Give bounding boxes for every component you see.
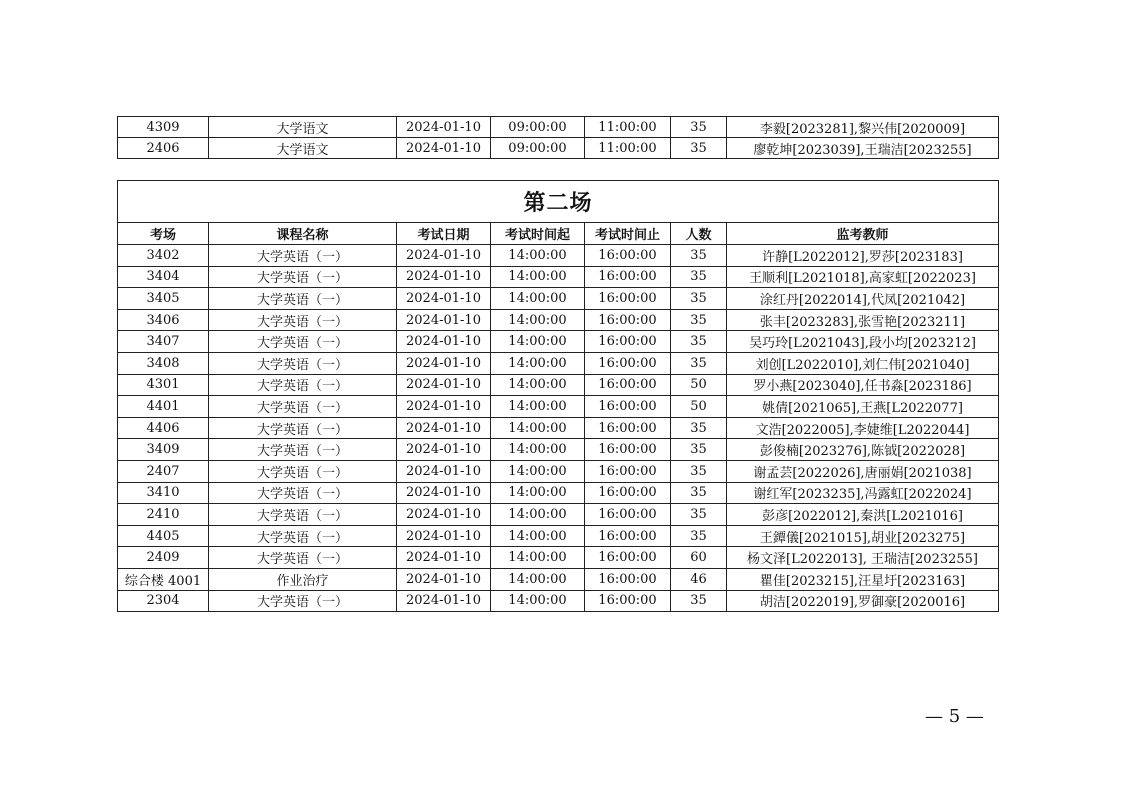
cell-proctors: 杨文泽[L2022013], 王瑞洁[2023255] (727, 547, 999, 569)
cell-course: 大学英语（一） (209, 525, 397, 547)
cell-end-time: 16:00:00 (585, 547, 671, 569)
cell-course: 大学英语（一） (209, 396, 397, 418)
cell-proctors: 彭俊楠[2023276],陈钺[2022028] (727, 439, 999, 461)
cell-course: 大学语文 (209, 138, 397, 159)
table-row (118, 374, 999, 396)
cell-count: 46 (671, 568, 727, 590)
cell-date: 2024-01-10 (397, 460, 491, 482)
table-row (118, 439, 999, 461)
cell-date: 2024-01-10 (397, 117, 491, 138)
cell-course: 大学英语（一） (209, 482, 397, 504)
cell-count: 35 (671, 138, 727, 159)
table-row (118, 266, 999, 288)
cell-date: 2024-01-10 (397, 590, 491, 612)
cell-room: 4405 (118, 525, 209, 547)
cell-date: 2024-01-10 (397, 374, 491, 396)
cell-proctors: 瞿佳[2023215],汪星圩[2023163] (727, 568, 999, 590)
cell-count: 50 (671, 396, 727, 418)
table-row (118, 460, 999, 482)
cell-count: 35 (671, 417, 727, 439)
cell-count: 35 (671, 504, 727, 526)
table-row (118, 117, 999, 138)
cell-start-time: 14:00:00 (491, 374, 585, 396)
cell-start-time: 14:00:00 (491, 439, 585, 461)
table-row (118, 396, 999, 418)
cell-end-time: 16:00:00 (585, 525, 671, 547)
cell-start-time: 14:00:00 (491, 568, 585, 590)
cell-date: 2024-01-10 (397, 396, 491, 418)
table-row (118, 417, 999, 439)
cell-end-time: 16:00:00 (585, 590, 671, 612)
cell-course: 大学语文 (209, 117, 397, 138)
cell-course: 大学英语（一） (209, 309, 397, 331)
cell-end-time: 16:00:00 (585, 417, 671, 439)
cell-date: 2024-01-10 (397, 309, 491, 331)
cell-end-time: 11:00:00 (585, 138, 671, 159)
table-row (118, 482, 999, 504)
cell-count: 35 (671, 288, 727, 310)
cell-room: 综合楼 4001 (118, 568, 209, 590)
table-row (118, 525, 999, 547)
cell-proctors: 王鐔儀[2021015],胡业[2023275] (727, 525, 999, 547)
cell-course: 大学英语（一） (209, 590, 397, 612)
cell-proctors: 李毅[2023281],黎兴伟[2020009] (727, 117, 999, 138)
page-number: — 5 — (925, 706, 984, 727)
cell-proctors: 谢红军[2023235],冯露虹[2022024] (727, 482, 999, 504)
cell-date: 2024-01-10 (397, 138, 491, 159)
cell-count: 35 (671, 266, 727, 288)
cell-start-time: 14:00:00 (491, 309, 585, 331)
cell-proctors: 彭彦[2022012],秦洪[L2021016] (727, 504, 999, 526)
cell-start-time: 14:00:00 (491, 460, 585, 482)
cell-end-time: 16:00:00 (585, 288, 671, 310)
cell-course: 大学英语（一） (209, 245, 397, 267)
cell-end-time: 11:00:00 (585, 117, 671, 138)
exam-schedule-table-continued (117, 116, 999, 159)
cell-count: 35 (671, 525, 727, 547)
cell-end-time: 16:00:00 (585, 460, 671, 482)
cell-start-time: 14:00:00 (491, 504, 585, 526)
cell-start-time: 14:00:00 (491, 547, 585, 569)
table-row (118, 504, 999, 526)
cell-date: 2024-01-10 (397, 504, 491, 526)
cell-room: 3408 (118, 352, 209, 374)
cell-room: 3406 (118, 309, 209, 331)
cell-room: 3402 (118, 245, 209, 267)
header-count: 人数 (671, 223, 727, 245)
cell-end-time: 16:00:00 (585, 331, 671, 353)
cell-end-time: 16:00:00 (585, 439, 671, 461)
cell-room: 3409 (118, 439, 209, 461)
table-row (118, 547, 999, 569)
cell-end-time: 16:00:00 (585, 568, 671, 590)
cell-proctors: 吴巧玲[L2021043],段小均[2023212] (727, 331, 999, 353)
cell-course: 大学英语（一） (209, 439, 397, 461)
header-room: 考场 (118, 223, 209, 245)
cell-date: 2024-01-10 (397, 482, 491, 504)
cell-end-time: 16:00:00 (585, 266, 671, 288)
cell-proctors: 廖乾坤[2023039],王瑞洁[2023255] (727, 138, 999, 159)
cell-room: 3405 (118, 288, 209, 310)
cell-count: 60 (671, 547, 727, 569)
cell-start-time: 14:00:00 (491, 331, 585, 353)
cell-start-time: 14:00:00 (491, 396, 585, 418)
session-title: 第二场 (118, 181, 999, 223)
cell-date: 2024-01-10 (397, 547, 491, 569)
cell-date: 2024-01-10 (397, 417, 491, 439)
cell-end-time: 16:00:00 (585, 245, 671, 267)
cell-course: 大学英语（一） (209, 374, 397, 396)
cell-count: 35 (671, 352, 727, 374)
cell-count: 35 (671, 439, 727, 461)
cell-room: 4309 (118, 117, 209, 138)
cell-start-time: 14:00:00 (491, 245, 585, 267)
cell-proctors: 王顺利[L2021018],高家虹[2022023] (727, 266, 999, 288)
cell-count: 35 (671, 590, 727, 612)
table-row (118, 288, 999, 310)
cell-proctors: 文浩[2022005],李婕维[L2022044] (727, 417, 999, 439)
cell-course: 大学英语（一） (209, 288, 397, 310)
table-row (118, 568, 999, 590)
cell-count: 35 (671, 460, 727, 482)
cell-date: 2024-01-10 (397, 352, 491, 374)
session-title-row (118, 181, 999, 223)
cell-course: 大学英语（一） (209, 352, 397, 374)
cell-count: 35 (671, 117, 727, 138)
table-row (118, 331, 999, 353)
table-row (118, 138, 999, 159)
header-course: 课程名称 (209, 223, 397, 245)
cell-proctors: 张丰[2023283],张雪艳[2023211] (727, 309, 999, 331)
cell-proctors: 谢孟芸[2022026],唐丽娟[2021038] (727, 460, 999, 482)
cell-room: 3410 (118, 482, 209, 504)
cell-course: 作业治疗 (209, 568, 397, 590)
table-row (118, 245, 999, 267)
cell-start-time: 14:00:00 (491, 525, 585, 547)
cell-course: 大学英语（一） (209, 266, 397, 288)
cell-date: 2024-01-10 (397, 439, 491, 461)
cell-room: 2304 (118, 590, 209, 612)
cell-count: 35 (671, 482, 727, 504)
header-date: 考试日期 (397, 223, 491, 245)
cell-start-time: 14:00:00 (491, 288, 585, 310)
cell-course: 大学英语（一） (209, 504, 397, 526)
cell-room: 4401 (118, 396, 209, 418)
cell-room: 2410 (118, 504, 209, 526)
cell-room: 3407 (118, 331, 209, 353)
cell-end-time: 16:00:00 (585, 374, 671, 396)
cell-date: 2024-01-10 (397, 331, 491, 353)
cell-course: 大学英语（一） (209, 417, 397, 439)
cell-course: 大学英语（一） (209, 547, 397, 569)
cell-start-time: 14:00:00 (491, 417, 585, 439)
cell-end-time: 16:00:00 (585, 309, 671, 331)
cell-proctors: 涂红丹[2022014],代凤[2021042] (727, 288, 999, 310)
exam-schedule-table-session-2 (117, 180, 999, 612)
cell-start-time: 09:00:00 (491, 138, 585, 159)
table-row (118, 352, 999, 374)
cell-start-time: 09:00:00 (491, 117, 585, 138)
cell-proctors: 罗小燕[2023040],任书淼[2023186] (727, 374, 999, 396)
header-start-time: 考试时间起 (491, 223, 585, 245)
cell-room: 3404 (118, 266, 209, 288)
header-row (118, 223, 999, 245)
cell-end-time: 16:00:00 (585, 352, 671, 374)
table-row (118, 590, 999, 612)
cell-end-time: 16:00:00 (585, 396, 671, 418)
cell-room: 4301 (118, 374, 209, 396)
cell-room: 2406 (118, 138, 209, 159)
cell-date: 2024-01-10 (397, 568, 491, 590)
cell-start-time: 14:00:00 (491, 590, 585, 612)
cell-date: 2024-01-10 (397, 266, 491, 288)
cell-end-time: 16:00:00 (585, 504, 671, 526)
cell-date: 2024-01-10 (397, 288, 491, 310)
cell-proctors: 刘创[L2022010],刘仁伟[2021040] (727, 352, 999, 374)
table-row (118, 309, 999, 331)
cell-course: 大学英语（一） (209, 331, 397, 353)
cell-start-time: 14:00:00 (491, 482, 585, 504)
cell-room: 2409 (118, 547, 209, 569)
cell-count: 50 (671, 374, 727, 396)
cell-date: 2024-01-10 (397, 245, 491, 267)
cell-room: 2407 (118, 460, 209, 482)
cell-proctors: 许静[L2022012],罗莎[2023183] (727, 245, 999, 267)
cell-date: 2024-01-10 (397, 525, 491, 547)
cell-start-time: 14:00:00 (491, 266, 585, 288)
cell-proctors: 胡洁[2022019],罗御豪[2020016] (727, 590, 999, 612)
header-proctors: 监考教师 (727, 223, 999, 245)
cell-proctors: 姚倩[2021065],王燕[L2022077] (727, 396, 999, 418)
cell-start-time: 14:00:00 (491, 352, 585, 374)
cell-course: 大学英语（一） (209, 460, 397, 482)
cell-count: 35 (671, 331, 727, 353)
cell-count: 35 (671, 245, 727, 267)
header-end-time: 考试时间止 (585, 223, 671, 245)
cell-end-time: 16:00:00 (585, 482, 671, 504)
cell-count: 35 (671, 309, 727, 331)
cell-room: 4406 (118, 417, 209, 439)
